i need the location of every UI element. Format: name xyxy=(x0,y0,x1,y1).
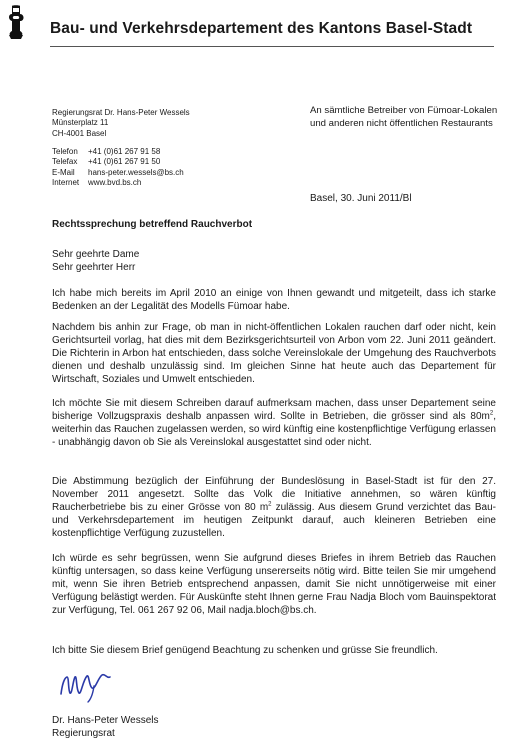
letter-subject: Rechtssprechung betreffend Rauchverbot xyxy=(52,219,253,230)
contact-label: E-Mail xyxy=(52,167,75,177)
paragraph xyxy=(52,475,496,540)
salutation xyxy=(52,248,139,274)
contact-block xyxy=(52,147,184,188)
contact-value: +41 (0)61 267 91 58 xyxy=(88,147,161,156)
salutation-line: Sehr geehrte Dame xyxy=(52,249,140,260)
contact-label: Internet xyxy=(52,177,80,187)
sender-street: Münsterplatz 11 xyxy=(52,118,109,128)
contact-label: Telefax xyxy=(52,157,78,167)
handwritten-signature-icon xyxy=(58,668,118,704)
contact-website xyxy=(52,178,184,188)
paragraph: Ich bitte Sie diesem Brief genügend Beachtung zu schenken und grüsse Sie freundlich. xyxy=(52,645,438,656)
sender-name: Regierungsrat Dr. Hans-Peter Wessels xyxy=(52,108,190,117)
paragraph-text: Ich möchte Sie mit diesem Schreiben darauf aufmerksam machen, dass unser Departement seine bisherige Vollzugspraxis deshalb anpassen wird. Sollte in Betrieben, die grösser sind als 80m xyxy=(52,398,496,423)
organization-title: Bau- und Verkehrsdepartement des Kantons Basel-Stadt xyxy=(50,20,473,37)
contact-value: www.bvd.bs.ch xyxy=(88,177,142,187)
paragraph-text: , weiterhin das Rauchen zugelassen werden, so wird künftig eine kostenpflichtige Verfügung erlassen - unabhängig davon ob Sie als Vereinslokal ausgestattet sind oder nicht. xyxy=(52,411,496,449)
contact-fax xyxy=(52,157,184,167)
signatory-name: Dr. Hans-Peter Wessels xyxy=(52,715,159,726)
paragraph: Nachdem bis anhin zur Frage, ob man in nicht-öffentlichen Lokalen rauchen darf oder nicht, kein Gerichtsurteil vorlag, hat dies mit dem Bezirksgerichtsurteil von Arbon vom 22. Juni 2011 geändert. Die Richterin in Arbon hat entschieden, dass solche Vereinslokale der Umgehung des Rauchverbots dienen und deshalb unzulässig sind. Im gleichen Sinne hat heute auch das Departement für Wirtschaft, Soziales und Umwelt entschieden. xyxy=(52,322,496,386)
sender-address xyxy=(52,108,190,139)
salutation-line: Sehr geehrter Herr xyxy=(52,262,136,274)
contact-value: +41 (0)61 267 91 50 xyxy=(88,157,161,167)
contact-value: hans-peter.wessels@bs.ch xyxy=(88,167,184,177)
header-divider xyxy=(50,46,494,47)
letter-date: Basel, 30. Juni 2011/Bl xyxy=(310,193,412,204)
contact-label: Telefon xyxy=(52,147,78,156)
paragraph: Ich habe mich bereits im April 2010 an einige von Ihnen gewandt und mitgeteilt, dass ich starke Bedenken an der Legalität des Modells Fümoar habe. xyxy=(52,288,496,313)
recipient-address: An sämtliche Betreiber von Fümoar-Lokalen und anderen nicht öffentlichen Restaurants xyxy=(310,105,498,129)
basel-crozier-logo-icon xyxy=(4,4,28,42)
paragraph-text: Die Abstimmung bezüglich der Einführung der Bundeslösung in Basel-Stadt ist für den 27. November 2011 angesetzt. Sollte das Volk die Initiative annehmen, so wären künftig Raucherbetriebe bis zu einer Grösse von 80 m xyxy=(52,476,496,514)
superscript: 2 xyxy=(489,410,494,417)
paragraph xyxy=(52,397,496,449)
signatory-block xyxy=(52,714,159,740)
contact-phone xyxy=(52,147,184,157)
paragraph-text: zulässig. Aus diesem Grund verzichtet das Bau- und Verkehrsdepartement im heutigen Zeitpunkt darauf, auch kleineren Betrieben eine kostenpflichtige Verfügung zuzustellen. xyxy=(52,502,496,540)
contact-email xyxy=(52,168,184,178)
paragraph: Ich würde es sehr begrüssen, wenn Sie aufgrund dieses Briefes in ihrem Betrieb das Rauchen künftig untersagen, so dass keine Verfügung unsererseits nötig wird. Bitte teilen Sie mir umgehend mit, wenn Sie ihren Betrieb entsprechend anpassen, damit Sie nicht unnötigerweise mit einer Verfügung belästigt werden. Für Auskünfte steht Ihnen gerne Frau Nadja Bloch vom Bauinspektorat zur Verfügung, Tel. 061 267 92 06, Mail nadja.bloch@bs.ch. xyxy=(52,553,496,617)
signatory-title: Regierungsrat xyxy=(52,728,115,740)
superscript: 2 xyxy=(268,501,272,508)
sender-city: CH-4001 Basel xyxy=(52,128,107,138)
